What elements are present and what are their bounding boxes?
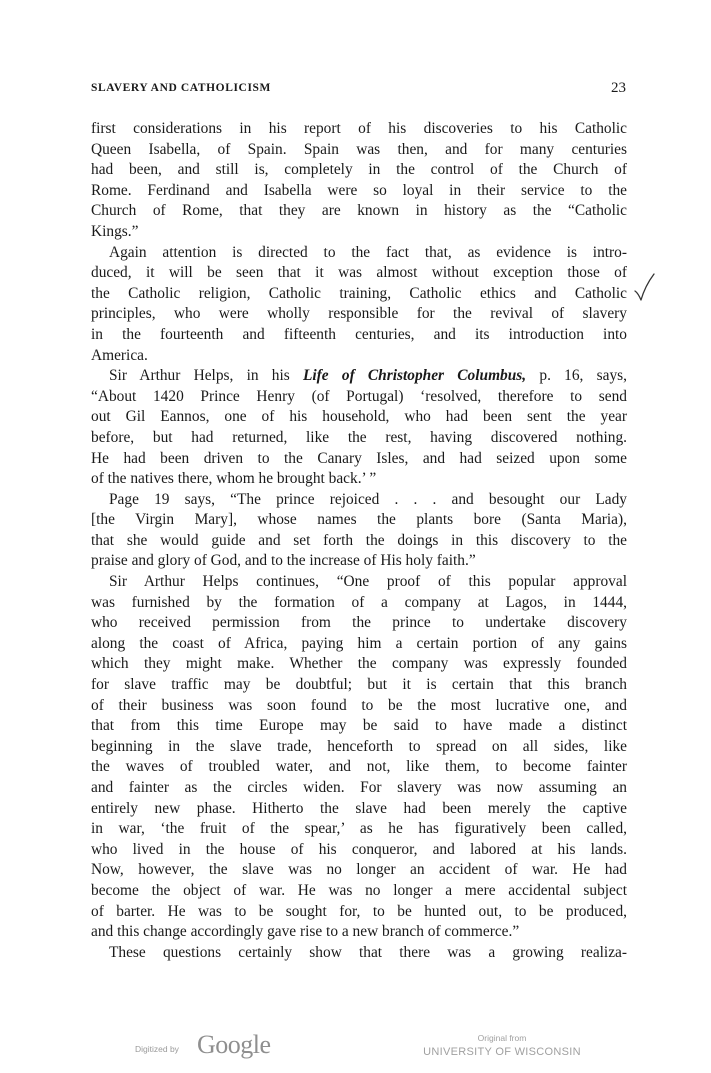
text-line: [the Virgin Mary], whose names the plants bore (Santa Maria), — [91, 511, 627, 529]
text-line: that from this time Europe may be said to have made a distinct — [91, 717, 627, 735]
text-line: in the fourteenth and fifteenth centuries, and its introduction into — [91, 325, 627, 343]
text-line: Sir Arthur Helps continues, “One proof of this popular approval — [109, 573, 627, 591]
text-line: before, but had returned, like the rest, having discovered nothing. — [91, 428, 627, 446]
page-number: 23 — [611, 80, 626, 96]
text-line: who lived in the house of his conqueror, and labored at his lands. — [91, 840, 627, 858]
text-line: the waves of troubled water, and not, like them, to become fainter — [91, 758, 627, 776]
text-line: become the object of war. He was no longer a mere accidental subject — [91, 881, 627, 899]
text-line: entirely new phase. Hitherto the slave had been merely the captive — [91, 799, 627, 817]
text-line: along the coast of Africa, paying him a certain portion of any gains — [91, 634, 627, 652]
text-line: of barter. He was to be sought for, to be hunted out, to be produced, — [91, 902, 627, 920]
text-segment: p. 16, says, — [526, 367, 627, 385]
text-line: Again attention is directed to the fact that, as evidence is intro- — [109, 243, 627, 261]
text-line: had been, and still is, completely in the control of the Church of — [91, 161, 627, 179]
text-line: the Catholic religion, Catholic training, Catholic ethics and Catholic — [91, 284, 627, 302]
text-line: was furnished by the formation of a company at Lagos, in 1444, — [91, 593, 627, 611]
text-line: for slave traffic may be doubtful; but it is certain that this branch — [91, 676, 627, 694]
text-line: in war, ‘the fruit of the spear,’ as he has figuratively been called, — [91, 820, 627, 838]
running-title: SLAVERY AND CATHOLICISM — [91, 82, 271, 94]
text-line: beginning in the slave trade, henceforth to spread on all sides, like — [91, 737, 627, 755]
text-line: praise and glory of God, and to the increase of His holy faith.” — [91, 552, 476, 570]
text-line — [91, 366, 627, 387]
text-line: of their business was soon found to be the most lucrative one, and — [91, 696, 627, 714]
text-line: Now, however, the slave was no longer an accident of war. He had — [91, 861, 627, 879]
text-line: Rome. Ferdinand and Isabella were so loyal in their service to the — [91, 181, 627, 199]
digitized-by-label: Digitized by — [135, 1044, 179, 1054]
text-line: Queen Isabella, of Spain. Spain was then, and for many centuries — [91, 140, 627, 158]
text-line: Church of Rome, that they are known in history as the “Catholic — [91, 202, 627, 220]
text-line: that she would guide and set forth the doings in this discovery to the — [91, 531, 627, 549]
text-line: duced, it will be seen that it was almost without exception those of — [91, 264, 627, 282]
text-line: principles, who were wholly responsible for the revival of slavery — [91, 305, 627, 323]
text-line: Kings.” — [91, 222, 139, 240]
text-line: These questions certainly show that there was a growing realiza- — [109, 943, 627, 961]
source-library-watermark — [417, 1033, 587, 1060]
book-title-italic: Life of Christopher Columbus, — [303, 367, 527, 385]
text-line: “About 1420 Prince Henry (of Portugal) ‘resolved, therefore to send — [91, 387, 627, 405]
text-segment: Sir Arthur Helps, in his — [109, 367, 303, 385]
text-line: of the natives there, whom he brought back.’ ” — [91, 470, 377, 488]
text-line: first considerations in his report of his discoveries to his Catholic — [91, 120, 627, 137]
running-head — [91, 82, 626, 102]
text-line: He had been driven to the Canary Isles, and had seized upon some — [91, 449, 627, 467]
text-line: out Gil Eannos, one of his household, who had been sent the year — [91, 408, 627, 426]
text-line: who received permission from the prince to undertake discovery — [91, 614, 627, 632]
google-logo: Google — [197, 1030, 271, 1059]
text-line: which they might make. Whether the company was expressly founded — [91, 655, 627, 673]
body-text — [91, 119, 627, 963]
source-library-name: UNIVERSITY OF WISCONSIN — [423, 1046, 581, 1058]
text-line: America. — [91, 346, 148, 364]
text-line: and fainter as the circles widen. For slavery was now assuming an — [91, 779, 627, 796]
text-line: and this change accordingly gave rise to a new branch of commerce.” — [91, 923, 520, 941]
check-mark-icon — [633, 272, 655, 302]
original-from-label: Original from — [477, 1033, 527, 1043]
text-line: Page 19 says, “The prince rejoiced . . . and besought our Lady — [109, 490, 627, 508]
